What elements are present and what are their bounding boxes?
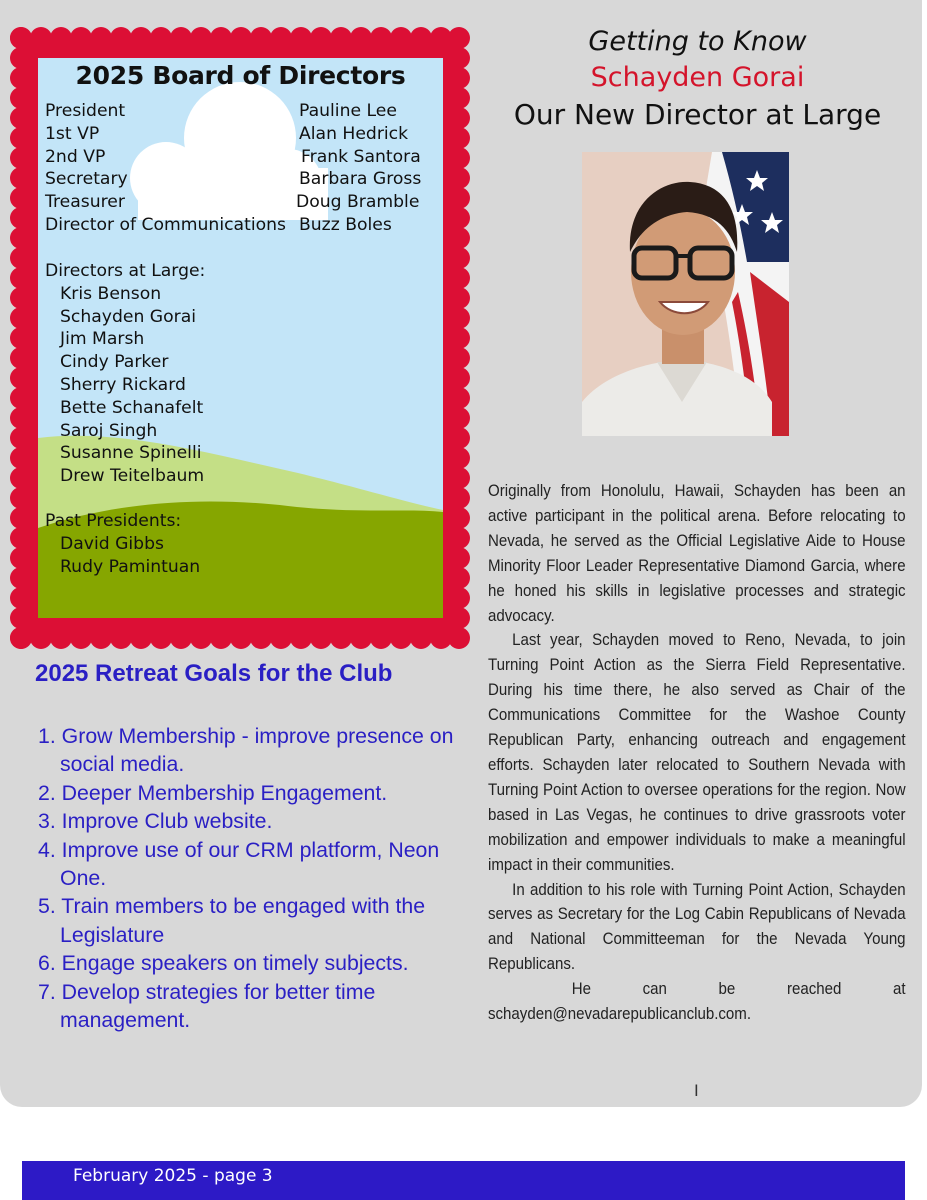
officer-role: 1st VP xyxy=(45,123,100,144)
director-name: Kris Benson xyxy=(60,283,162,304)
bio-paragraph: Last year, Schayden moved to Reno, Nevada, to join Turning Point Action as the Sierra Field Representative. During his time there, he also served as Chair of the Communications Committee for the Washoe County Republican Party, enhancing outreach and engagement efforts. Schayden later relocated to Southern Nevada with Turning Point Action to oversee operations for the region. Now based in Las Vegas, he continues to drive grassroots voter mobilization and empower individuals to make a meaningful impact in their communities. xyxy=(488,631,906,874)
past-heading: Past Presidents: xyxy=(45,511,182,531)
goal-item: 3. Improve Club website. xyxy=(38,809,273,834)
director-name: Susanne Spinelli xyxy=(60,443,202,464)
officer-name: Frank Santora xyxy=(301,146,421,167)
officer-role: Secretary xyxy=(45,169,128,190)
retreat-goals-title: 2025 Retreat Goals for the Club xyxy=(35,660,393,687)
past-president-name: David Gibbs xyxy=(60,533,164,554)
director-name: Cindy Parker xyxy=(60,352,169,373)
directors-heading: Directors at Large: xyxy=(45,261,206,281)
officer-name: Buzz Boles xyxy=(299,214,392,235)
retreat-goals-list xyxy=(38,722,463,1034)
officer-name: Pauline Lee xyxy=(299,101,397,121)
officer-roles xyxy=(45,100,286,237)
officer-role: Treasurer xyxy=(45,192,125,213)
text-cursor: I xyxy=(694,1081,699,1100)
board-title: 2025 Board of Directors xyxy=(75,61,406,90)
board-of-directors-box xyxy=(38,58,443,618)
goal-item: 6. Engage speakers on timely subjects. xyxy=(38,951,409,976)
directors-at-large xyxy=(45,260,205,488)
director-name: Sherry Rickard xyxy=(60,374,186,395)
officer-role: Director of Communications xyxy=(45,214,286,235)
goal-item: 4. Improve use of our CRM platform, Neon One. xyxy=(38,837,440,891)
past-presidents xyxy=(45,510,200,578)
officer-names xyxy=(296,100,422,237)
bio-paragraph: In addition to his role with Turning Point Action, Schayden serves as Secretary for the Log Cabin Republicans of Nevada and National Committeeman for the Nevada Young Republicans. xyxy=(488,880,906,974)
director-name: Schayden Gorai xyxy=(60,306,197,327)
bio-paragraph: Originally from Honolulu, Hawaii, Schayden has been an active participant in the political arena. Before relocating to Nevada, he served as the Official Legislative Aide to House Minority Floor Leader Representative Diamond Garcia, where he honed his skills in legislative processes and strategic advocacy. xyxy=(488,482,906,625)
officer-name: Alan Hedrick xyxy=(299,123,409,144)
director-name: Drew Teitelbaum xyxy=(60,466,205,487)
officer-name: Doug Bramble xyxy=(296,192,420,213)
portrait-photo xyxy=(582,152,789,436)
feature-article xyxy=(488,479,906,1027)
page-footer xyxy=(22,1161,905,1200)
feature-kicker: Getting to Know xyxy=(588,26,807,57)
contact-line: He can be reached at xyxy=(571,980,906,999)
goal-item: 2. Deeper Membership Engagement. xyxy=(38,780,388,805)
officer-role: 2nd VP xyxy=(45,146,106,167)
contact-email[interactable]: schayden@nevadarepublicanclub.com. xyxy=(488,1005,752,1024)
feature-name: Schayden Gorai xyxy=(590,62,805,93)
feature-subtitle: Our New Director at Large xyxy=(513,98,882,131)
goal-item: 1. Grow Membership - improve presence on social media. xyxy=(38,724,454,777)
director-name: Jim Marsh xyxy=(60,329,145,350)
officer-role: President xyxy=(45,101,126,121)
director-name: Bette Schanafelt xyxy=(60,397,204,418)
goal-item: 5. Train members to be engaged with the Legislature xyxy=(38,894,426,947)
officer-name: Barbara Gross xyxy=(299,169,422,190)
director-name: Saroj Singh xyxy=(60,420,158,441)
past-president-name: Rudy Pamintuan xyxy=(60,556,201,577)
page-number: February 2025 - page 3 xyxy=(73,1166,273,1186)
goal-item: 7. Develop strategies for better time management. xyxy=(38,979,376,1033)
